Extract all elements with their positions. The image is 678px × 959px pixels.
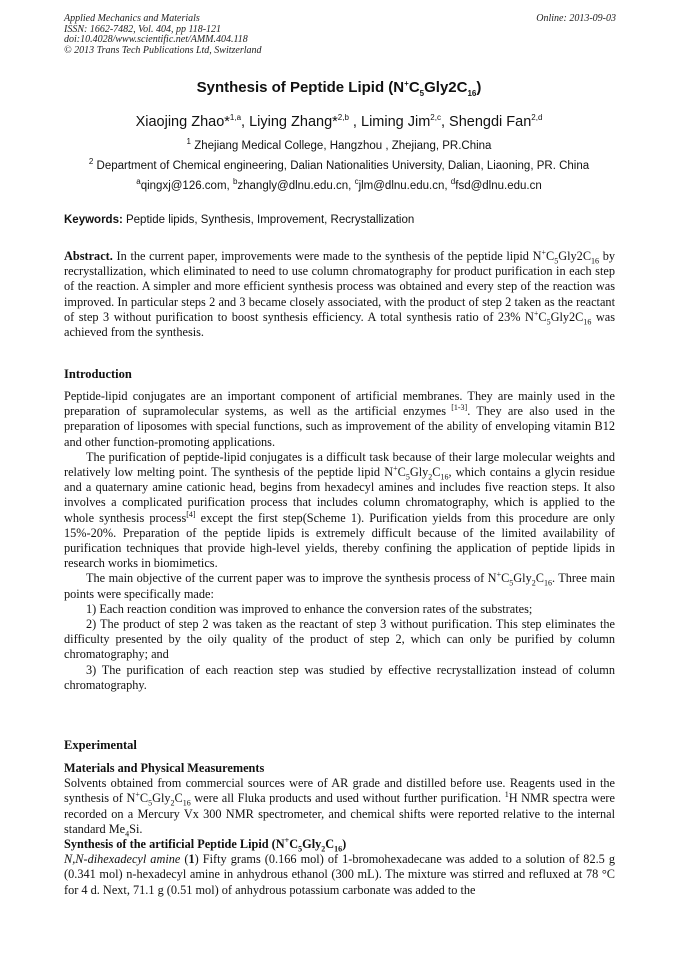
email-link[interactable]: jlm@dlnu.edu.cn,: [358, 180, 451, 192]
author-list: [0, 114, 678, 130]
subsection-heading: [64, 837, 615, 852]
email-link[interactable]: fsd@dlnu.edu.cn: [455, 180, 542, 192]
intro-text: . They are also used in the preparation of liposomes with special functions, such as improvement of the ability of enveloping vitamin B12 and other function-promoting applications.: [64, 404, 615, 449]
intro-text: C: [432, 465, 441, 480]
intro-paragraph-1: [64, 389, 615, 450]
sub-text: Gly: [302, 837, 322, 852]
intro-text: Peptide-lipid conjugates are an important component of artificial membranes. They are mainly used in the preparation of supramolecular systems, as well as the artificial enzymes: [64, 389, 615, 419]
title-text: C: [408, 79, 420, 96]
keywords-label: Keywords:: [64, 214, 123, 226]
abstract-text: by recrystallization, which eliminated to need to use column chromatography for product purification in each step of the reaction. A simpler and more efficient synthesis process was obtained and every step of the reaction was improved. In particular steps 2 and 3 became closely associated, with the product of step 2 taken as the reactant of step 3 without purification to boost synthesis efficiency. A total synthesis ratio of 23% N: [64, 249, 615, 324]
author-name: Liying Zhang*: [249, 114, 338, 130]
exp-text: H NMR spectra were recorded on a Mercury Vx 300 NMR spectrometer, and chemical shifts were reported relative to the internal standard Me: [64, 791, 615, 836]
affiliation-2: [0, 157, 678, 172]
author-affil-sup: 2,c: [430, 113, 441, 123]
sub: 5: [546, 317, 551, 327]
journal-name: Applied Mechanics and Materials: [64, 13, 200, 24]
list-item: 1) Each reaction condition was improved to enhance the conversion rates of the substrates;: [86, 601, 533, 616]
intro-text: C: [397, 465, 406, 480]
sub: 16: [543, 578, 552, 588]
email-sup: c: [354, 177, 359, 187]
sub-text: Synthesis of the artificial Peptide Lipid (N: [64, 837, 285, 852]
abstract-text: Gly2C: [558, 249, 592, 263]
email-list: [0, 177, 678, 192]
journal-doi: doi:10.4028/www.scientific.net/AMM.404.118: [64, 34, 248, 45]
email-link[interactable]: qingxj@126.com,: [140, 180, 233, 192]
affiliation-1: [0, 137, 678, 152]
exp-text: Gly: [152, 791, 171, 806]
author-sep: ,: [348, 114, 361, 130]
title-text: Gly2C: [424, 79, 468, 96]
exp-text: were all Fluka products and used without further purification.: [190, 791, 505, 806]
intro-text: . Three main points were specifically made:: [64, 571, 615, 601]
intro-text: Gly: [409, 465, 429, 480]
section-heading-introduction: Introduction: [64, 367, 132, 381]
sup: +: [496, 570, 502, 580]
synthesis-paragraph: [64, 852, 615, 898]
sub: 2: [531, 578, 536, 588]
journal-copyright: © 2013 Trans Tech Publications Ltd, Switzerland: [64, 44, 262, 56]
author-affil-sup: 2,d: [531, 113, 543, 123]
sub: 5: [554, 256, 559, 266]
exp-text: C: [139, 791, 149, 806]
abstract-paragraph: [64, 249, 615, 340]
intro-paragraph-3: [64, 571, 615, 601]
sub: 2: [321, 844, 326, 854]
materials-paragraph: [64, 776, 615, 837]
sub: 16: [440, 472, 449, 482]
affil-num: 1: [186, 137, 191, 147]
exp-text: C: [174, 791, 183, 806]
intro-text: except the first step(Scheme 1). Purification yields from this procedure are only 15%-20%. Preparation of the peptide lipids is extremely difficult because of the limited availability of purification techniques that provide high-level yields, thereby confining the application of peptide lipids in research works in biomimetics.: [64, 510, 615, 571]
journal-header: [64, 14, 616, 56]
author-sep: ,: [241, 114, 250, 130]
author-name: Liming Jim: [361, 114, 431, 130]
sub: 16: [334, 844, 343, 854]
intro-text: C: [535, 571, 544, 586]
paper-title: [0, 79, 678, 96]
email-sup: a: [136, 177, 141, 187]
sup: +: [533, 308, 539, 318]
abstract: [64, 249, 615, 340]
citation: [1-3]: [445, 403, 468, 413]
sup: +: [135, 790, 140, 800]
exp-text: Si.: [129, 821, 143, 836]
intro-text: C: [501, 571, 510, 586]
sub: 5: [405, 472, 410, 482]
list-item: 2) The product of step 2 was taken as the reactant of step 3 without purification. This step eliminates the difficulty presented by the oily quality of the product of step 2, which can only be purified by column chromatography; and: [64, 617, 615, 662]
title-sub: 5: [419, 89, 425, 98]
introduction-body: [64, 389, 615, 693]
experimental-body: [64, 761, 615, 898]
compound-number: 1: [188, 852, 195, 867]
sup: 1: [504, 790, 509, 800]
abstract-label: Abstract.: [64, 249, 113, 263]
abstract-text: was achieved from the synthesis.: [64, 309, 616, 340]
email-sup: b: [232, 177, 238, 187]
intro-text: The purification of peptide-lipid conjugates is a difficult task because of their large molecular weights and relatively low melting point. The synthesis of the peptide lipid N: [64, 449, 615, 480]
abstract-text: C: [546, 249, 555, 263]
affil-text: Department of Chemical engineering, Dalian Nationalities University, Dalian, Liaoning, PR. China: [93, 160, 590, 172]
author-name: Xiaojing Zhao*: [135, 114, 230, 130]
online-date: Online: 2013-09-03: [536, 13, 616, 24]
sub: 5: [509, 578, 514, 588]
abstract-text: C: [538, 309, 547, 324]
author-affil-sup: 1,a: [229, 113, 242, 123]
sub: 2: [428, 472, 433, 482]
sub: 16: [591, 256, 600, 266]
sub-text: C: [289, 837, 299, 852]
author-affil-sup: 2,b: [337, 113, 349, 123]
exp-text: Solvents obtained from commercial sources were of AR grade and distilled before use. Reagents used in the synthesis of N: [64, 776, 615, 806]
title-sup: +: [404, 79, 409, 88]
intro-text: , which contains a glycin residue and a quaternary amine cationic head, begins from hexadecyl amines and includes five reaction steps. It also involves a complicated purification process that includes column chromatography, which is applied to the whole synthesis process: [64, 465, 615, 525]
exp-text: (: [180, 852, 189, 867]
compound-name: N,N-dihexadecyl amine: [64, 852, 181, 867]
affil-num: 2: [88, 157, 94, 167]
subsection-heading: Materials and Physical Measurements: [64, 761, 265, 775]
section-heading-experimental: Experimental: [64, 738, 137, 752]
sub: 5: [148, 798, 153, 808]
list-item: 3) The purification of each reaction step was studied by effective recrystallization instead of column chromatography.: [64, 662, 615, 692]
journal-issn: ISSN: 1662-7482, Vol. 404, pp 118-121: [64, 23, 222, 35]
sub: 16: [182, 798, 191, 808]
citation: [4]: [186, 509, 196, 519]
author-sep: ,: [440, 114, 450, 130]
affil-text: Zhejiang Medical College, Hangzhou , Zhejiang, PR.China: [191, 140, 492, 152]
intro-text: Gly: [513, 571, 532, 586]
abstract-text: In the current paper, improvements were made to the synthesis of the peptide lipid N: [112, 249, 542, 263]
sup: +: [284, 835, 290, 845]
email-link[interactable]: zhangly@dlnu.edu.cn,: [237, 180, 355, 192]
sup: +: [393, 463, 398, 473]
abstract-text: Gly2C: [550, 309, 584, 324]
sub-text: ): [342, 837, 347, 852]
email-sup: d: [450, 177, 456, 187]
sub: 5: [298, 844, 303, 854]
title-text: Synthesis of Peptide Lipid (N: [196, 79, 405, 96]
intro-text: The main objective of the current paper was to improve the synthesis process of N: [86, 571, 497, 586]
keywords-text: Peptide lipids, Synthesis, Improvement, Recrystallization: [122, 214, 415, 226]
sub: 4: [125, 829, 130, 839]
sub-text: C: [325, 837, 335, 852]
keywords: [64, 214, 414, 226]
sub: 16: [583, 317, 592, 327]
sub: 2: [170, 798, 175, 808]
title-text: ): [476, 79, 482, 96]
author-name: Shengdi Fan: [449, 114, 532, 130]
sup: +: [541, 247, 547, 257]
intro-paragraph-2: [64, 450, 615, 572]
title-sub: 16: [467, 89, 477, 98]
exp-text: ) Fifty grams (0.166 mol) of 1-bromohexadecane was added to a solution of 82.5 g (0.341 mol) n-hexadecyl amine in anhydrous ethanol (300 mL). The mixture was stirred and refluxed at 78 °C for 4 d. Next, 71.1 g (0.51 mol) of anhydrous potassium carbonate was added to the: [64, 852, 616, 897]
